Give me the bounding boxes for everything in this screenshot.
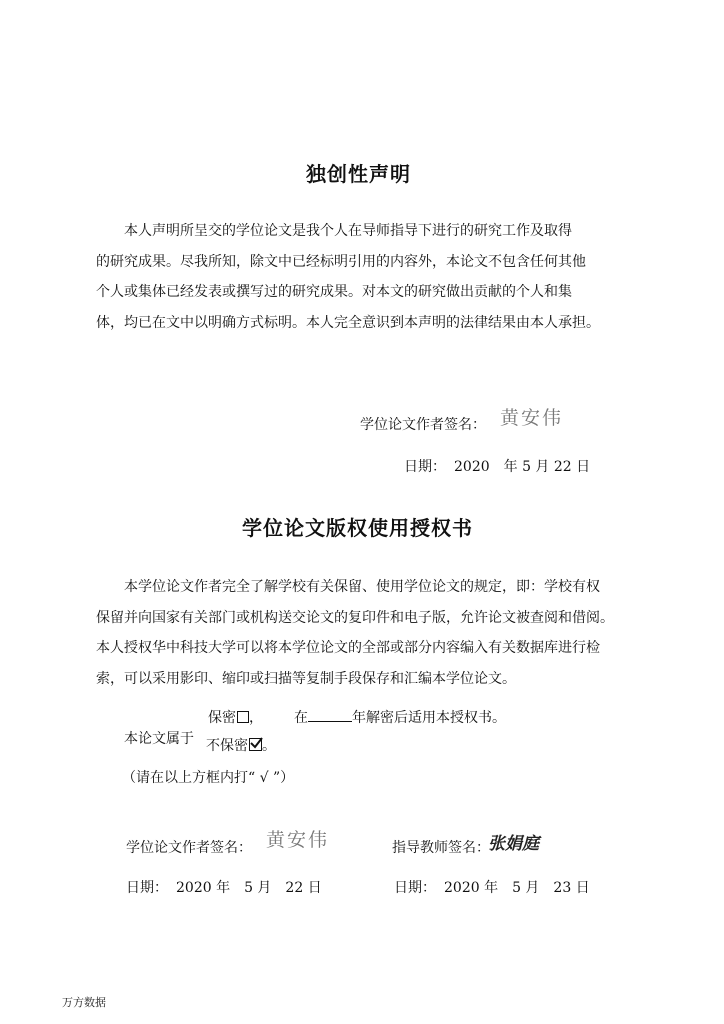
footer-watermark: 万方数据 bbox=[62, 996, 106, 1009]
in-label: 在 bbox=[294, 710, 308, 726]
advisor-signature: 张娟庭 bbox=[488, 834, 539, 854]
advisor-date: 2020 年 5 月 23 日 bbox=[444, 880, 590, 896]
author-signature: 黄安伟 bbox=[266, 829, 330, 851]
authorization-title: 学位论文版权使用授权书 bbox=[242, 516, 473, 540]
secret-label: 保密 bbox=[208, 710, 236, 726]
author-date-label: 日期： bbox=[126, 880, 168, 896]
secret-years-row bbox=[294, 707, 506, 727]
years-blank[interactable] bbox=[308, 709, 352, 722]
not-secret-option: 不保密 。 bbox=[206, 738, 276, 754]
secret-checkbox[interactable] bbox=[237, 711, 249, 723]
declaration-date-label: 日期： bbox=[404, 459, 446, 475]
declaration-date: 2020 年 5 月 22 日 bbox=[454, 459, 591, 475]
declaration-line: 本人声明所呈交的学位论文是我个人在导师指导下进行的研究工作及取得 bbox=[124, 223, 572, 239]
advisor-sign-label: 指导教师签名： bbox=[392, 840, 490, 856]
advisor-date-label: 日期： bbox=[394, 880, 436, 896]
secret-option: 保密 ， bbox=[208, 710, 263, 726]
authorization-line: 本人授权华中科技大学可以将本学位论文的全部或部分内容编入有关数据库进行检 bbox=[96, 640, 600, 656]
declaration-line: 体，均已在文中以明确方式标明。本人完全意识到本声明的法律结果由本人承担。 bbox=[96, 314, 600, 331]
authorization-line: 保留并向国家有关部门或机构送交论文的复印件和电子版，允许论文被查阅和借阅。 bbox=[96, 609, 614, 626]
author-sign-label: 学位论文作者签名： bbox=[126, 840, 252, 856]
authorization-paragraph bbox=[96, 572, 636, 694]
declaration-title: 独创性声明 bbox=[306, 162, 411, 186]
not-secret-checkbox[interactable] bbox=[249, 738, 262, 751]
instruction-text: （请在以上方框内打“ √ ”） bbox=[122, 770, 295, 786]
checkmark-icon bbox=[249, 736, 263, 750]
authorization-line: 索，可以采用影印、缩印或扫描等复制手段保存和汇编本学位论文。 bbox=[96, 670, 516, 687]
declaration-paragraph bbox=[96, 216, 636, 338]
author-date: 2020 年 5 月 22 日 bbox=[176, 880, 322, 896]
not-secret-label: 不保密 bbox=[206, 738, 248, 754]
belongs-label: 本论文属于 bbox=[124, 731, 194, 747]
declaration-signature: 黄安伟 bbox=[500, 407, 564, 429]
declaration-line: 个人或集体已经发表或撰写过的研究成果。对本文的研究做出贡献的个人和集 bbox=[96, 284, 572, 300]
declaration-line: 的研究成果。尽我所知，除文中已经标明引用的内容外，本论文不包含任何其他 bbox=[96, 253, 586, 270]
authorization-line: 本学位论文作者完全了解学校有关保留、使用学位论文的规定，即：学校有权 bbox=[124, 579, 600, 595]
after-text: 年解密后适用本授权书。 bbox=[352, 710, 506, 726]
declaration-signature-label: 学位论文作者签名： bbox=[360, 417, 486, 433]
